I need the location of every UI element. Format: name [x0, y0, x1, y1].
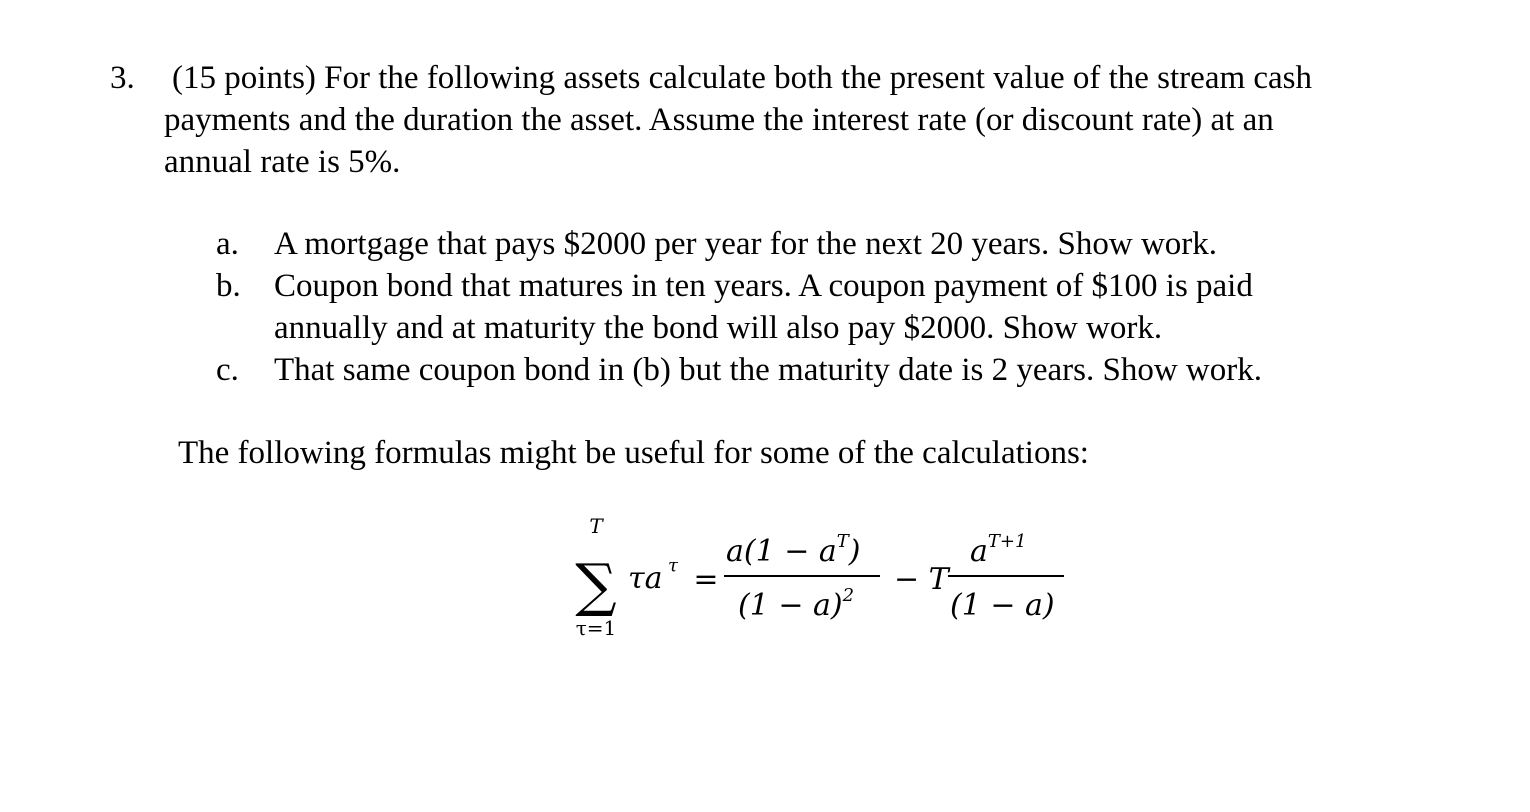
formulas-intro: The following formulas might be useful for some of the calculations:: [178, 435, 1089, 471]
fraction1-denominator: $(1 - a)^2$: [738, 585, 855, 623]
sum-lower-limit: τ=1: [575, 616, 617, 640]
question-text-line-3: annual rate is 5%.: [164, 144, 401, 180]
duration-formula: [560, 505, 1080, 655]
item-a-text: A mortgage that pays $2000 per year for the next 20 years. Show work.: [274, 226, 1218, 262]
item-c-text: That same coupon bond in (b) but the maturity date is 2 years. Show work.: [274, 352, 1262, 388]
fraction2-numerator: $a^{T+1}$: [970, 531, 1027, 569]
sum-upper-limit: T: [589, 514, 603, 538]
item-b-label: b.: [216, 268, 241, 304]
question-text-line-2: payments and the duration the asset. Assume the interest rate (or discount rate) at an: [164, 102, 1274, 138]
minus-t: − T: [894, 562, 949, 597]
item-b-text-line-2: annually and at maturity the bond will also pay $2000. Show work.: [274, 310, 1163, 346]
item-a-label: a.: [216, 226, 239, 262]
fraction2-denominator: (1 − a): [950, 588, 1055, 623]
sum-sign: ∑: [575, 551, 617, 619]
item-b-text-line-1: Coupon bond that matures in ten years. A coupon payment of $100 is paid: [274, 268, 1253, 304]
question-number: 3.: [110, 60, 135, 96]
question-text-line-1: (15 points) For the following assets calculate both the present value of the stream cash: [172, 60, 1313, 96]
fraction1-numerator: $a(1 - a^T)$: [726, 531, 861, 569]
item-c-label: c.: [216, 352, 239, 388]
summand-exponent: τ: [668, 555, 678, 576]
summand-base: τa: [628, 561, 663, 596]
equals-sign: =: [693, 562, 719, 597]
